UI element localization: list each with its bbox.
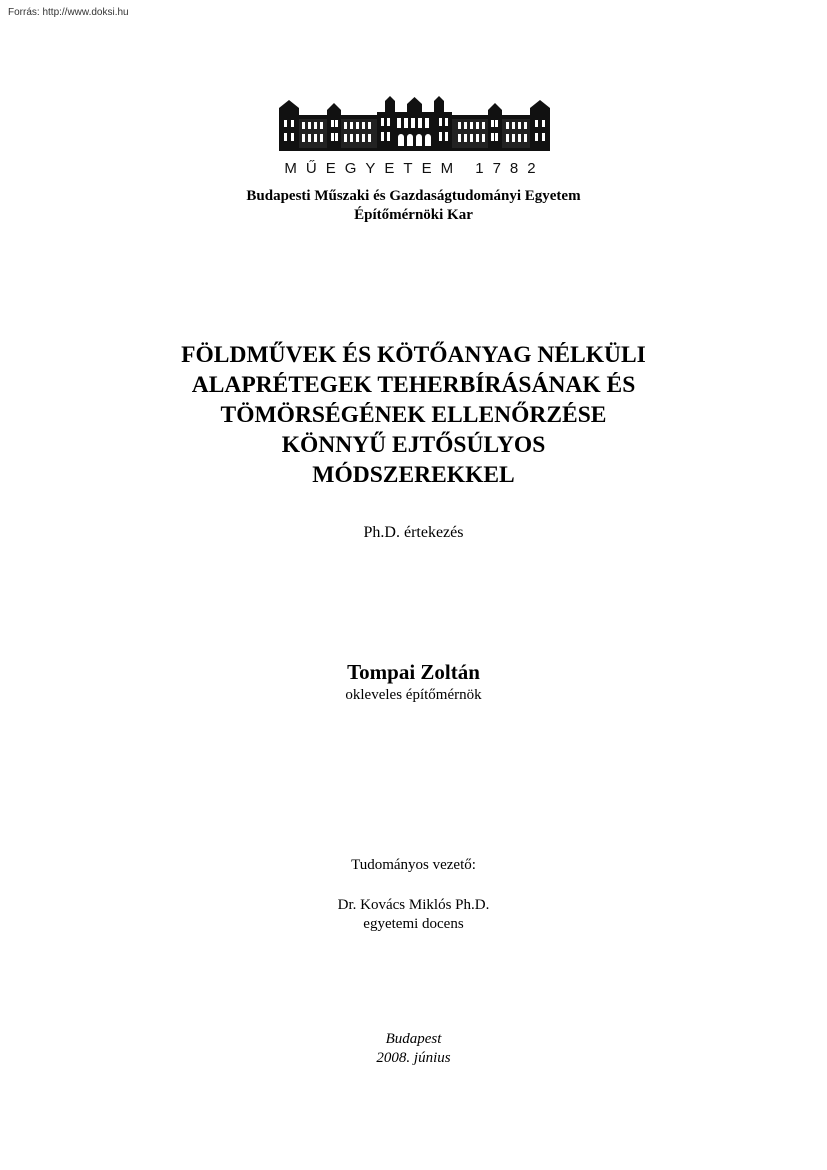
university-name: Budapesti Műszaki és Gazdaságtudományi Egyetem (246, 188, 581, 204)
supervisor-name: Dr. Kovács Miklós Ph.D. (337, 897, 490, 913)
faculty-name: Építőmérnöki Kar (354, 207, 473, 223)
author-role: okleveles építőmérnök (345, 687, 482, 703)
title-line: TÖMÖRSÉGÉNEK ELLENŐRZÉSE (220, 402, 607, 428)
source-note: Forrás: http://www.doksi.hu (8, 7, 129, 18)
title-line: FÖLDMŰVEK ÉS KÖTŐANYAG NÉLKÜLI (181, 342, 646, 368)
building-icon (277, 96, 552, 180)
place: Budapest (385, 1031, 442, 1047)
logo-caption: MŰEGYETEM 1782 (284, 160, 545, 177)
author-name: Tompai Zoltán (347, 660, 480, 684)
date: 2008. június (376, 1050, 451, 1066)
title-line: KÖNNYŰ EJTŐSÚLYOS (281, 432, 546, 458)
title-line: MÓDSZEREKKEL (312, 462, 515, 488)
institution-block (0, 187, 827, 225)
supervisor-position: egyetemi docens (363, 916, 464, 932)
title-line: ALAPRÉTEGEK TEHERBÍRÁSÁNAK ÉS (191, 372, 636, 398)
supervisor-block (0, 896, 827, 934)
place-date-block (0, 1030, 827, 1068)
document-type: Ph.D. értekezés (363, 524, 464, 541)
supervisor-label: Tudományos vezető: (351, 857, 476, 873)
university-building-logo (277, 96, 552, 180)
thesis-title (0, 340, 827, 490)
